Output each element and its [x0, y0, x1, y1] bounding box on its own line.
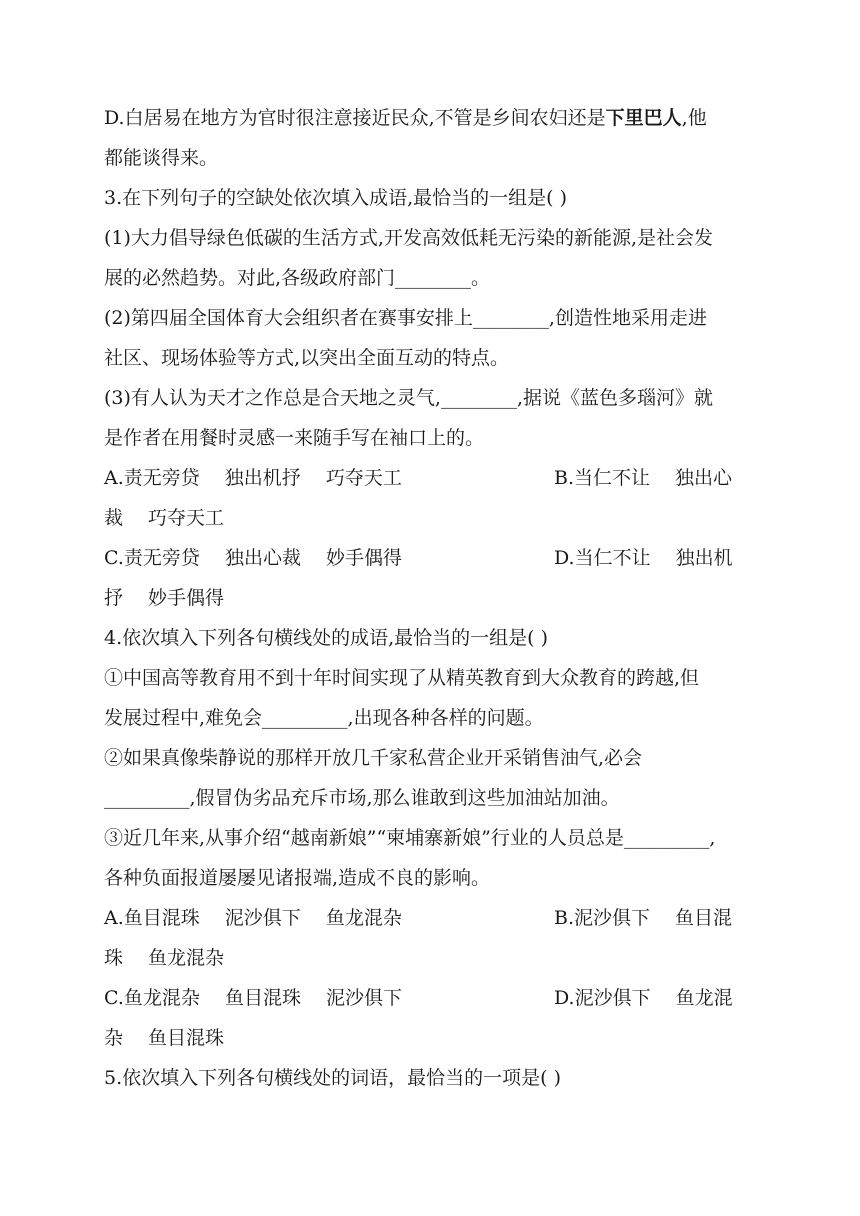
q3-sentence-2-line-2: 社区、现场体验等方式,以突出全面互动的特点。	[104, 347, 510, 369]
option-d-line-2: 都能谈得来。	[104, 147, 219, 169]
q4-sentence-2-line-1: ②如果真像柴静说的那样开放几千家私营企业开采销售油气,必会	[104, 747, 643, 769]
q4-option-b: B.泥沙俱下 鱼目混	[554, 907, 733, 929]
q3-sentence-3-line-2: 是作者在用餐时灵感一来随手写在袖口上的。	[104, 427, 485, 449]
option-d-line-1	[104, 104, 707, 132]
q4-option-b-cont: 珠 鱼龙混杂	[104, 947, 225, 969]
question-3-stem: 3.在下列句子的空缺处依次填入成语,最恰当的一组是( )	[104, 187, 568, 209]
q4-option-a: A.鱼目混珠 泥沙俱下 鱼龙混杂	[104, 907, 402, 929]
q4-sentence-1-line-1: ①中国高等教育用不到十年时间实现了从精英教育到大众教育的跨越,但	[104, 667, 700, 689]
q3-sentence-3-line-1: (3)有人认为天才之作总是合天地之灵气,________,据说《蓝色多瑙河》就	[104, 387, 713, 409]
question-4-stem: 4.依次填入下列各句横线处的成语,最恰当的一组是( )	[104, 627, 549, 649]
q3-option-d: D.当仁不让 独出机	[554, 547, 733, 569]
option-d-text: D.白居易在地方为官时很注意接近民众,不管是乡间农妇还是	[104, 107, 606, 129]
q4-option-d: D.泥沙俱下 鱼龙混	[554, 987, 733, 1009]
q4-sentence-3-line-1: ③近几年来,从事介绍“越南新娘”“柬埔寨新娘”行业的人员总是_________,	[104, 827, 716, 849]
question-5-stem: 5.依次填入下列各句横线处的词语，最恰当的一项是( )	[104, 1067, 561, 1089]
q4-sentence-3-line-2: 各种负面报道屡屡见诸报端,造成不良的影响。	[104, 867, 491, 889]
q3-option-a: A.责无旁贷 独出机抒 巧夺天工	[104, 467, 402, 489]
q3-option-d-cont: 抒 妙手偶得	[104, 587, 225, 609]
q3-option-c: C.责无旁贷 独出心裁 妙手偶得	[104, 547, 402, 569]
q4-option-d-cont: 杂 鱼目混珠	[104, 1027, 225, 1049]
q3-option-b: B.当仁不让 独出心	[554, 467, 733, 489]
q3-sentence-2-line-1: (2)第四届全国体育大会组织者在赛事安排上________,创造性地采用走进	[104, 307, 707, 329]
q3-option-b-cont: 裁 巧夺天工	[104, 507, 225, 529]
q3-sentence-1-line-2: 展的必然趋势。对此,各级政府部门________。	[104, 267, 491, 289]
q3-sentence-1-line-1: (1)大力倡导绿色低碳的生活方式,开发高效低耗无污染的新能源,是社会发	[104, 227, 713, 249]
q4-sentence-1-line-2: 发展过程中,难免会_________,出现各种各样的问题。	[104, 707, 544, 729]
bold-idiom: 下里巴人	[605, 107, 682, 129]
q4-option-c: C.鱼龙混杂 鱼目混珠 泥沙俱下	[104, 987, 402, 1009]
q4-sentence-2-line-2: _________,假冒伪劣品充斥市场,那么谁敢到这些加油站加油。	[104, 787, 620, 809]
option-d-tail: ,他	[681, 107, 707, 129]
